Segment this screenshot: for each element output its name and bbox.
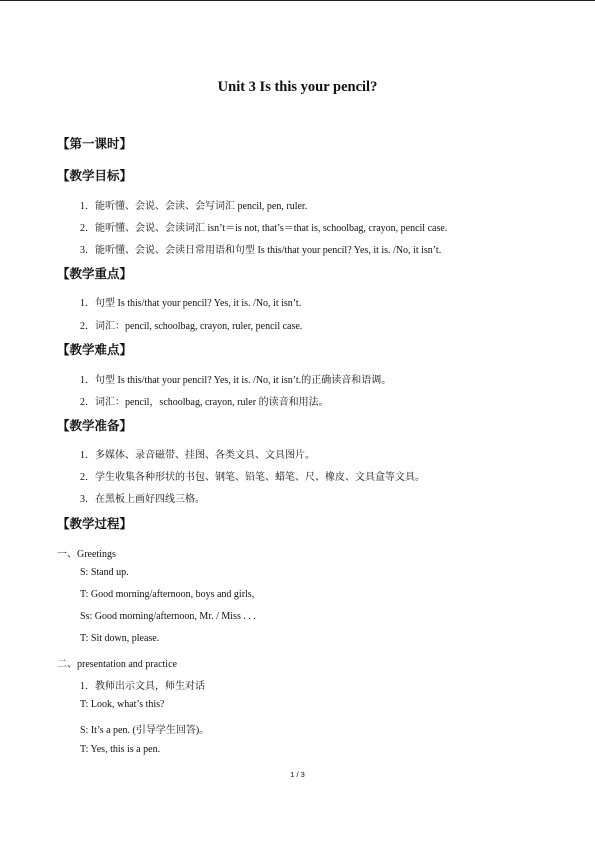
preparation-heading: 【教学准备】 (57, 418, 133, 433)
page-number: 1 / 3 (290, 770, 305, 779)
dialogue-line: Ss: Good morning/afternoon, Mr. / Miss . . . (80, 611, 256, 622)
objectives-heading: 【教学目标】 (57, 168, 133, 183)
preparation-item: 1．多媒体、录音磁带、挂图、各类文具、文具图片。 (80, 450, 315, 461)
difficulty-item: 1．句型 Is this/that your pencil? Yes, it is. /No, it isn’t.的正确读音和语调。 (80, 375, 392, 386)
process-heading: 【教学过程】 (57, 516, 133, 531)
preparation-item: 3．在黑板上画好四线三格。 (80, 494, 205, 505)
difficulties-heading: 【教学难点】 (57, 342, 133, 357)
dialogue-line: T: Look, what’s this? (80, 699, 165, 710)
objective-item: 3．能听懂、会说、会读日常用语和句型 Is this/that your pencil? Yes, it is. /No, it isn’t. (80, 245, 442, 256)
page-title: Unit 3 Is this your pencil? (217, 79, 378, 95)
step-item: 1．教师出示文具，师生对话 (80, 681, 205, 692)
top-border-line (0, 0, 595, 1)
dialogue-line: T: Good morning/afternoon, boys and girls, (80, 589, 255, 600)
preparation-item: 2．学生收集各种形状的书包、钢笔、铅笔、蜡笔、尺、橡皮、文具盒等文具。 (80, 472, 425, 483)
dialogue-line: T: Sit down, please. (80, 633, 160, 644)
section-title-greetings: 一、Greetings (57, 549, 116, 560)
lesson-heading: 【第一课时】 (57, 136, 133, 151)
dialogue-line: S: It’s a pen. (引导学生回答)。 (80, 725, 210, 736)
key-point-item: 1．句型 Is this/that your pencil? Yes, it is. /No, it isn’t. (80, 298, 302, 309)
dialogue-line: S: Stand up. (80, 567, 129, 578)
dialogue-line: T: Yes, this is a pen. (80, 744, 161, 755)
key-points-heading: 【教学重点】 (57, 266, 133, 281)
section-title-presentation: 二、presentation and practice (57, 659, 177, 670)
difficulty-item: 2．词汇：pencil，schoolbag, crayon, ruler 的读音和用法。 (80, 397, 329, 408)
objective-item: 2．能听懂、会说、会读词汇 isn’t＝is not, that’s＝that is, schoolbag, crayon, pencil case. (80, 223, 448, 234)
key-point-item: 2．词汇：pencil, schoolbag, crayon, ruler, pencil case. (80, 321, 303, 332)
objective-item: 1．能听懂、会说、会读、会写词汇 pencil, pen, ruler. (80, 201, 308, 212)
